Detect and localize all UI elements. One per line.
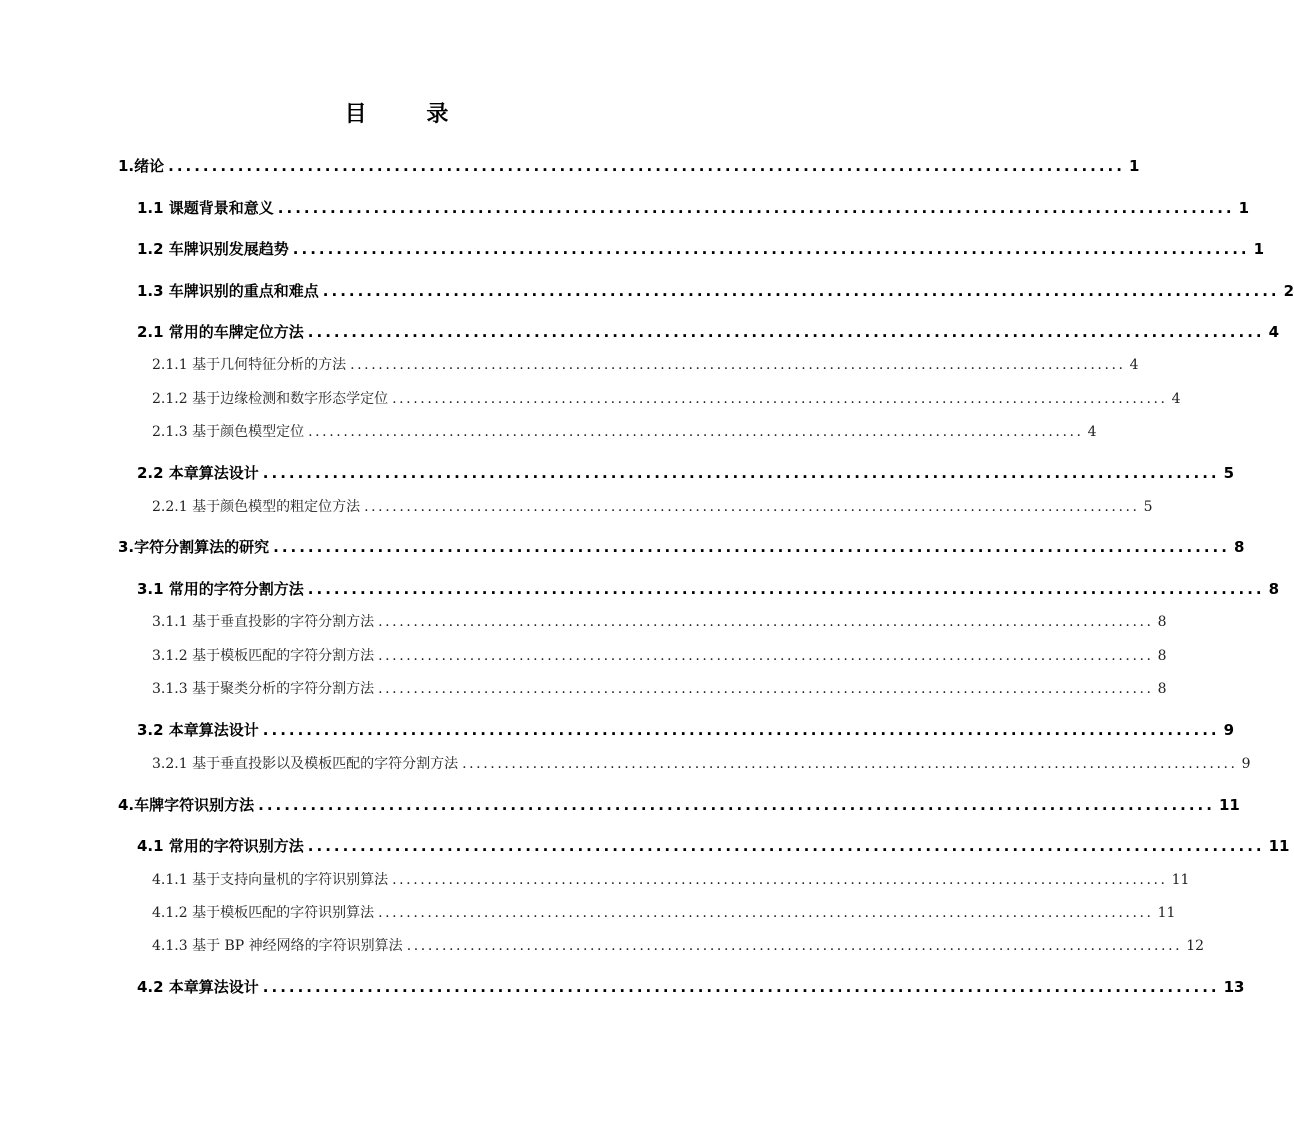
toc-leader: .............................................................................................................. (350, 357, 1126, 373)
toc-entry-label: 1.1 课题背景和意义 (137, 199, 274, 217)
toc-page-number: 9 (1241, 756, 1251, 772)
toc-page-number: 8 (1268, 580, 1280, 598)
toc-page-number: 12 (1186, 938, 1205, 954)
toc-entry-label: 2.1.2 基于边缘检测和数字形态学定位 (152, 391, 389, 407)
toc-leader: .............................................................................................................. (378, 614, 1154, 630)
toc-entry-label: 2.2 本章算法设计 (137, 464, 259, 482)
toc-page-number: 4 (1087, 424, 1097, 440)
toc-leader: .............................................................................................................. (307, 580, 1265, 598)
toc-entry[interactable] (137, 321, 1280, 342)
toc-entry-label: 3.1 常用的字符分割方法 (137, 580, 304, 598)
toc-entry-label: 4.1 常用的字符识别方法 (137, 837, 304, 855)
toc-leader: .............................................................................................................. (292, 240, 1250, 258)
toc-page-number: 1 (1238, 199, 1250, 217)
toc-page-number: 8 (1157, 648, 1167, 664)
toc-leader: .............................................................................................................. (258, 796, 1215, 814)
toc-leader: .............................................................................................................. (392, 872, 1168, 888)
toc-page-number: 2 (1283, 282, 1294, 300)
toc-leader: .............................................................................................................. (378, 648, 1154, 664)
toc-entry-label: 2.1.3 基于颜色模型定位 (152, 424, 305, 440)
toc-entry[interactable] (118, 155, 1140, 176)
toc-leader: .............................................................................................................. (262, 978, 1220, 996)
toc-entry[interactable] (137, 719, 1235, 740)
toc-page-number: 11 (1268, 837, 1290, 855)
toc-leader: .............................................................................................................. (262, 464, 1220, 482)
toc-entry[interactable] (152, 935, 1205, 955)
toc-entry-label: 1.2 车牌识别发展趋势 (137, 240, 289, 258)
toc-entry-label: 4.1.1 基于支持向量机的字符识别算法 (152, 872, 389, 888)
toc-entry[interactable] (118, 794, 1240, 815)
toc-leader: .............................................................................................................. (273, 538, 1230, 556)
toc-entry[interactable] (137, 835, 1290, 856)
toc-page-number: 8 (1233, 538, 1245, 556)
toc-entry-label: 1.3 车牌识别的重点和难点 (137, 282, 319, 300)
toc-leader: .............................................................................................................. (392, 391, 1168, 407)
toc-leader: .............................................................................................................. (364, 499, 1140, 515)
toc-leader: .............................................................................................................. (462, 756, 1238, 772)
toc-entry[interactable] (152, 388, 1181, 408)
toc-page-number: 11 (1157, 905, 1176, 921)
toc-leader: .............................................................................................................. (406, 938, 1183, 954)
toc-entry-label: 4.1.2 基于模板匹配的字符识别算法 (152, 905, 375, 921)
toc-page-number: 8 (1157, 614, 1167, 630)
toc-entry-label: 2.2.1 基于颜色模型的粗定位方法 (152, 499, 361, 515)
toc-leader: .............................................................................................................. (307, 323, 1265, 341)
toc-leader: .............................................................................................................. (277, 199, 1235, 217)
toc-entry[interactable] (118, 536, 1245, 557)
toc-entry-label: 2.1 常用的车牌定位方法 (137, 323, 304, 341)
toc-page-number: 1 (1253, 240, 1265, 258)
toc-leader: .............................................................................................................. (322, 282, 1280, 300)
toc-page-number: 5 (1223, 464, 1235, 482)
toc-page-number: 5 (1143, 499, 1153, 515)
toc-entry-label: 3.1.1 基于垂直投影的字符分割方法 (152, 614, 375, 630)
toc-leader: .............................................................................................................. (378, 681, 1154, 697)
toc-entry[interactable] (152, 645, 1167, 665)
toc-entry[interactable] (152, 496, 1153, 516)
toc-entry[interactable] (137, 238, 1265, 259)
toc-page-number: 13 (1223, 978, 1245, 996)
toc-page-number: 11 (1171, 872, 1190, 888)
toc-page-number: 9 (1223, 721, 1235, 739)
toc-entry-label: 3.1.3 基于聚类分析的字符分割方法 (152, 681, 375, 697)
toc-entry[interactable] (137, 280, 1294, 301)
toc-entry[interactable] (152, 611, 1167, 631)
toc-leader: .............................................................................................................. (307, 837, 1265, 855)
toc-entry[interactable] (137, 976, 1245, 997)
toc-entry[interactable] (152, 354, 1139, 374)
toc-entry[interactable] (152, 753, 1251, 773)
toc-entry[interactable] (137, 578, 1280, 599)
toc-entry[interactable] (137, 462, 1235, 483)
toc-page-number: 4 (1268, 323, 1280, 341)
toc-entry[interactable] (152, 902, 1176, 922)
toc-entry-label: 3.2.1 基于垂直投影以及模板匹配的字符分割方法 (152, 756, 459, 772)
toc-entry-label: 3.2 本章算法设计 (137, 721, 259, 739)
toc-leader: .............................................................................................................. (262, 721, 1220, 739)
toc-entry-label: 4.车牌字符识别方法 (118, 796, 255, 814)
toc-page-number: 8 (1157, 681, 1167, 697)
toc-entry-label: 4.1.3 基于 BP 神经网络的字符识别算法 (152, 938, 403, 954)
toc-leader: .............................................................................................................. (308, 424, 1084, 440)
toc-page-number: 1 (1128, 157, 1140, 175)
toc-entry[interactable] (152, 869, 1190, 889)
toc-page-number: 4 (1129, 357, 1139, 373)
toc-entry-label: 1.绪论 (118, 157, 165, 175)
toc-title: 目 录 (344, 102, 475, 127)
toc-entry-label: 2.1.1 基于几何特征分析的方法 (152, 357, 347, 373)
toc-entry[interactable] (137, 197, 1250, 218)
toc-entry[interactable] (152, 678, 1167, 698)
toc-leader: .............................................................................................................. (378, 905, 1154, 921)
toc-entry[interactable] (152, 421, 1097, 441)
toc-page-number: 11 (1218, 796, 1240, 814)
toc-entry-label: 3.字符分割算法的研究 (118, 538, 270, 556)
toc-page-number: 4 (1171, 391, 1181, 407)
toc-leader: .............................................................................................................. (168, 157, 1125, 175)
toc-entry-label: 4.2 本章算法设计 (137, 978, 259, 996)
toc-entry-label: 3.1.2 基于模板匹配的字符分割方法 (152, 648, 375, 664)
